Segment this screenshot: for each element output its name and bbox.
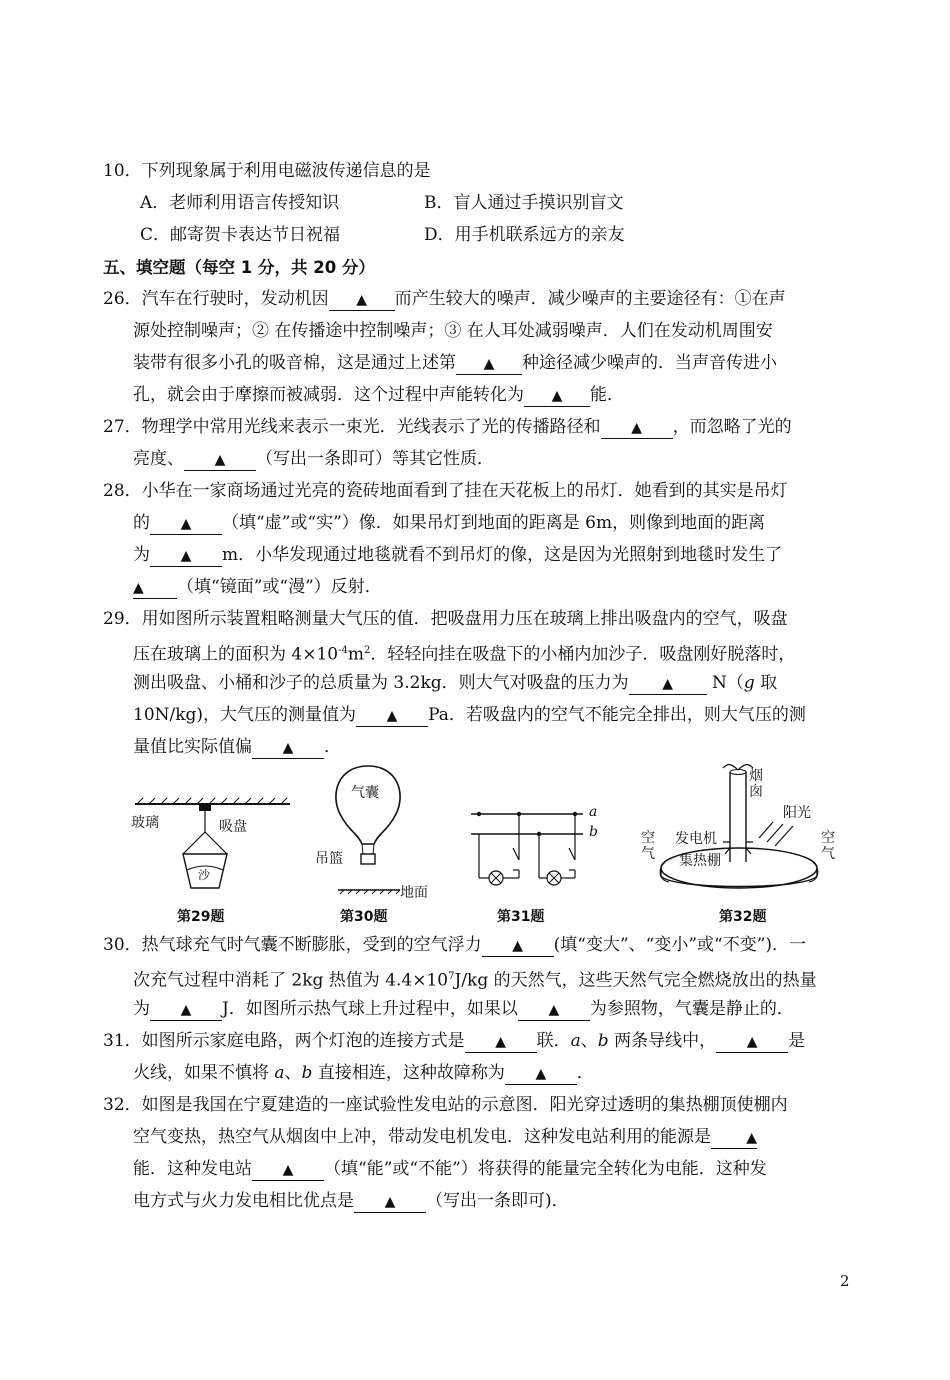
figure-30 <box>310 762 440 932</box>
fig32-shed-label: 集热棚 <box>679 853 721 869</box>
fig31-a-label: a <box>589 804 598 820</box>
q31-blank-2: ▲ <box>716 1031 788 1053</box>
q26-line-4: 孔，就会由于摩擦而被减弱．这个过程中声能转化为 ▲ 能． <box>133 385 624 405</box>
fig31-caption: 第31题 <box>497 909 545 925</box>
fig29-sand-label: 沙 <box>198 868 211 882</box>
figure-31-drawing <box>465 762 605 902</box>
q31-line-2: 火线，如果不慎将 a、b 直接相连，这种故障称为 ▲ ． <box>133 1063 594 1083</box>
q31-line-1: 31．如图所示家庭电路，两个灯泡的连接方式是 ▲ 联．a、b 两条导线中， ▲ 是 <box>103 1031 806 1051</box>
q28-blank-2: ▲ <box>150 545 222 567</box>
q29-line-5: 量值比实际值偏 ▲ ． <box>133 737 341 757</box>
q32-line-2: 空气变热，热空气从烟囱中上冲，带动发电机发电．这种发电站利用的能源是 ▲ <box>133 1127 757 1147</box>
q28-blank-3: ▲ <box>133 577 177 599</box>
q28-line-4: ▲ （填“镜面”或“漫”）反射． <box>133 577 382 597</box>
figure-32-drawing <box>635 762 850 902</box>
q30-line-1: 30．热气球充气时气囊不断膨胀，受到的空气浮力 ▲ (填“变大”、“变小”或“不变”)．一 <box>103 935 807 955</box>
q28-line-1: 28．小华在一家商场通过光亮的瓷砖地面看到了挂在天花板上的吊灯．她看到的其实是吊灯 <box>103 481 788 501</box>
fig30-bag-label: 气囊 <box>351 785 379 801</box>
q10-option-b: B．盲人通过手摸识别盲文 <box>424 193 624 213</box>
figure-31 <box>465 762 605 932</box>
page-number: 2 <box>840 1272 850 1290</box>
q27-blank-1: ▲ <box>601 417 673 439</box>
q32-blank-1: ▲ <box>711 1127 757 1149</box>
q32-line-4: 电方式与火力发电相比优点是 ▲ （写出一条即可)． <box>133 1191 569 1211</box>
q29-line-2: 压在玻璃上的面积为 $4\times 10^{-4}m^2$．轻轻向挂在吸盘下的小桶内加沙子．吸盘刚好脱落时， <box>133 644 796 665</box>
q30-blank-3: ▲ <box>518 999 590 1021</box>
q29-blank-1: ▲ <box>629 673 707 695</box>
fig32-air-right-label: 空气 <box>821 830 835 862</box>
fig29-glass-label: 玻璃 <box>131 815 159 831</box>
fig30-basket-label: 吊篮 <box>315 851 343 867</box>
q26-blank-1: ▲ <box>329 289 395 311</box>
q29-line-4: 10N/kg)，大气压的测量值为 ▲ Pa．若吸盘内的空气不能完全排出，则大气压的测 <box>133 705 806 725</box>
q26-line-1: 26．汽车在行驶时，发动机因 ▲ 而产生较大的噪声．减少噪声的主要途径有：①在声 <box>103 289 786 309</box>
q27-blank-2: ▲ <box>184 449 256 471</box>
fig29-cup-label: 吸盘 <box>219 819 247 835</box>
q10-option-a: A．老师利用语言传授知识 <box>140 193 340 213</box>
q26-blank-2: ▲ <box>456 353 522 375</box>
fig30-caption: 第30题 <box>340 909 388 925</box>
q26-line-3: 装带有很多小孔的吸音棉，这是通过上述第 ▲ 种途径减少噪声的．当声音传进小 <box>133 353 777 373</box>
figure-32 <box>635 762 850 932</box>
fig32-air-left-label: 空气 <box>641 830 655 862</box>
q28-line-3: 为 ▲ m．小华发现通过地毯就看不到吊灯的像，这是因为光照射到地毯时发生了 <box>133 545 783 565</box>
q10-option-d: D．用手机联系远方的亲友 <box>424 225 625 245</box>
q29-line-1: 29．用如图所示装置粗略测量大气压的值．把吸盘用力压在玻璃上排出吸盘内的空气，吸盘 <box>103 609 788 629</box>
fig32-caption: 第32题 <box>719 909 767 925</box>
q32-blank-2: ▲ <box>252 1159 324 1181</box>
q29-line-3: 测出吸盘、小桶和沙子的总质量为 3.2kg．则大气对吸盘的压力为 ▲ N（g 取 <box>133 673 778 693</box>
q26-line-2: 源处控制噪声；② 在传播途中控制噪声；③ 在人耳处减弱噪声．人们在发动机周围安 <box>133 321 773 341</box>
q28-line-2: 的 ▲ （填“虚”或“实”）像．如果吊灯到地面的距离是 6m，则像到地面的距离 <box>133 513 766 533</box>
q27-line-2: 亮度、 ▲ （写出一条即可）等其它性质． <box>133 449 494 469</box>
q31-blank-3: ▲ <box>505 1063 577 1085</box>
q10-option-c: C．邮寄贺卡表达节日祝福 <box>140 225 341 245</box>
fig29-caption: 第29题 <box>177 909 225 925</box>
q30-line-3: 为 ▲ J．如图所示热气球上升过程中，如果以 ▲ 为参照物，气囊是静止的． <box>133 999 794 1019</box>
fig32-generator-label: 发电机 <box>675 831 717 847</box>
q30-line-2: 次充气过程中消耗了 2kg 热值为 $4.4\times 10^7J/kg$ 的天然气，这些天然气完全燃烧放出的热量 <box>133 970 817 991</box>
q32-blank-3: ▲ <box>354 1191 426 1213</box>
q26-blank-3: ▲ <box>524 385 590 407</box>
fig30-ground-label: 地面 <box>400 885 428 901</box>
q32-line-1: 32．如图是我国在宁夏建造的一座试验性发电站的示意图．阳光穿过透明的集热棚顶使棚内 <box>103 1095 788 1115</box>
figure-29-drawing <box>125 762 300 902</box>
q29-blank-2: ▲ <box>356 705 428 727</box>
fig31-b-label: b <box>589 824 598 840</box>
q10-stem: 10．下列现象属于利用电磁波传递信息的是 <box>103 161 431 181</box>
q28-blank-1: ▲ <box>150 513 222 535</box>
fig32-chimney-label: 烟囱 <box>749 768 763 800</box>
fig32-sun-label: 阳光 <box>783 805 811 821</box>
section-title: 五、填空题（每空 1 分，共 20 分） <box>103 258 375 277</box>
figure-29 <box>125 762 300 932</box>
q29-blank-3: ▲ <box>252 737 324 759</box>
q30-blank-2: ▲ <box>150 999 222 1021</box>
q31-blank-1: ▲ <box>465 1031 537 1053</box>
q32-line-3: 能．这种发电站 ▲ （填“能”或“不能”）将获得的能量完全转化为电能．这种发 <box>133 1159 767 1179</box>
q27-line-1: 27．物理学中常用光线来表示一束光．光线表示了光的传播路径和 ▲ ，而忽略了光的 <box>103 417 792 437</box>
q30-blank-1: ▲ <box>482 935 554 957</box>
